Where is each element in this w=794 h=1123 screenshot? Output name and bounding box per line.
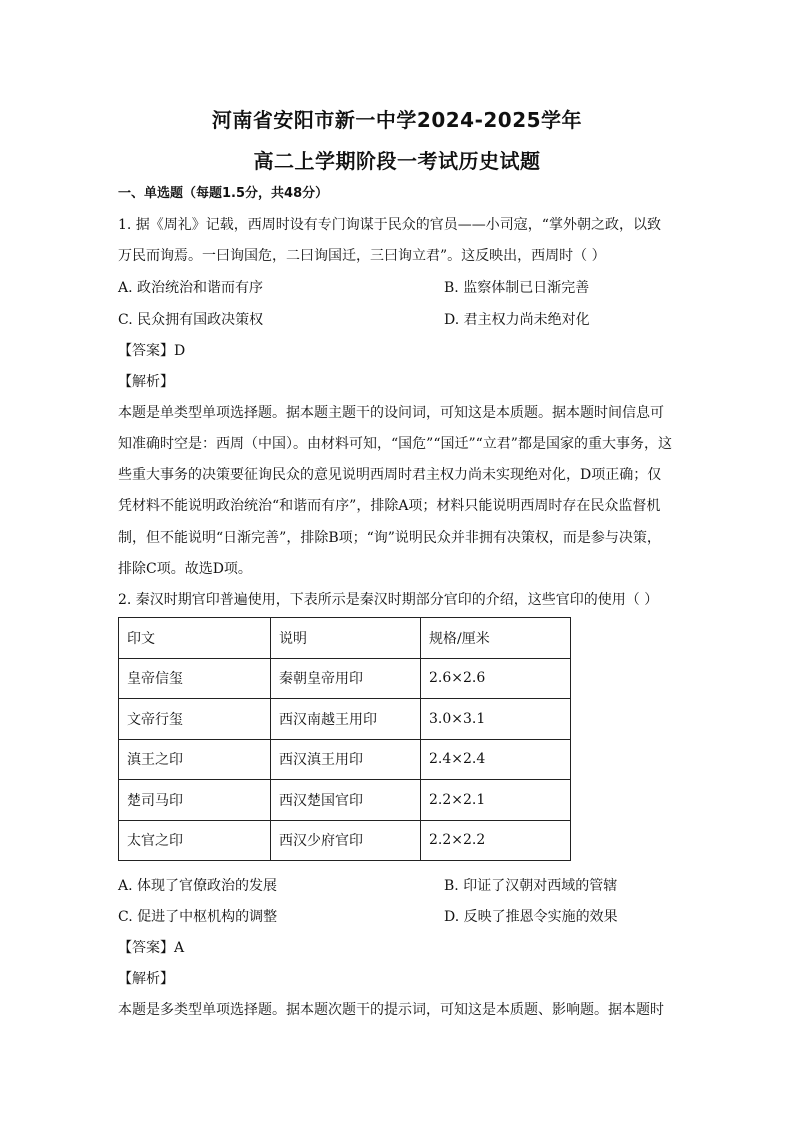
table-cell: 西汉少府官印: [271, 820, 421, 861]
q1-stem-line1: 1. 据《周礼》记载，西周时设有专门询谋于民众的官员——小司寇，“掌外朝之政，以致: [118, 217, 661, 233]
q1-answer: 【答案】D: [118, 343, 186, 359]
table-cell: 2.4×2.4: [421, 739, 571, 780]
q1-stem-line2: 万民而询焉。一曰询国危，二曰询国迁，三曰询立君”。这反映出，西周时（ ）: [118, 248, 606, 264]
q1-analysis-line: 些重大事务的决策要征询民众的意见说明西周时君主权力尚未实现绝对化，D项正确；仅: [118, 467, 662, 483]
seal-table: [118, 617, 571, 861]
table-cell: 2.6×2.6: [421, 658, 571, 699]
q2-answer: 【答案】A: [118, 940, 185, 956]
table-header-cell: 说明: [271, 618, 421, 659]
table-row: [119, 739, 571, 780]
table-header-cell: 印文: [119, 618, 271, 659]
table-cell: 秦朝皇帝用印: [271, 658, 421, 699]
q2-analysis-line: 本题是多类型单项选择题。据本题次题干的提示词，可知这是本质题、影响题。据本题时: [118, 1002, 664, 1018]
table-cell: 皇帝信玺: [119, 658, 271, 699]
table-header-row: [119, 618, 571, 659]
q2-option-c: C. 促进了中枢机构的调整: [118, 909, 278, 925]
q2-option-b: B. 印证了汉朝对西域的管辖: [444, 878, 618, 894]
q1-option-a: A. 政治统治和谐而有序: [118, 280, 264, 296]
q1-analysis-line: 知准确时空是：西周（中国）。由材料可知，“国危”“国迁”“立君”都是国家的重大事务，这: [118, 436, 672, 452]
table-cell: 西汉楚国官印: [271, 780, 421, 821]
q1-option-c: C. 民众拥有国政决策权: [118, 312, 264, 328]
q1-analysis-line: 排除C项。故选D项。: [118, 561, 252, 577]
table-cell: 2.2×2.1: [421, 780, 571, 821]
q1-option-b: B. 监察体制已日渐完善: [444, 280, 590, 296]
table-row: [119, 699, 571, 740]
q1-analysis-label: 【解析】: [118, 374, 174, 390]
q2-option-d: D. 反映了推恩令实施的效果: [444, 909, 618, 925]
table-cell: 滇王之印: [119, 739, 271, 780]
section-heading: 一、单选题（每题1.5分，共48分）: [118, 186, 329, 201]
q2-analysis-label: 【解析】: [118, 971, 174, 987]
table-cell: 2.2×2.2: [421, 820, 571, 861]
table-cell: 太官之印: [119, 820, 271, 861]
q2-stem: 2. 秦汉时期官印普遍使用，下表所示是秦汉时期部分官印的介绍，这些官印的使用（ ）: [118, 592, 659, 608]
q1-analysis-line: 本题是单类型单项选择题。据本题主题干的设问词，可知这是本质题。据本题时间信息可: [118, 405, 664, 421]
exam-title-line2: 高二上学期阶段一考试历史试题: [253, 149, 541, 173]
q2-option-a: A. 体现了官僚政治的发展: [118, 878, 278, 894]
q1-option-d: D. 君主权力尚未绝对化: [444, 312, 590, 328]
table-cell: 西汉南越王用印: [271, 699, 421, 740]
table-cell: 西汉滇王用印: [271, 739, 421, 780]
table-cell: 文帝行玺: [119, 699, 271, 740]
table-row: [119, 780, 571, 821]
table-row: [119, 820, 571, 861]
table-cell: 3.0×3.1: [421, 699, 571, 740]
table-header-cell: 规格/厘米: [421, 618, 571, 659]
table-row: [119, 658, 571, 699]
q1-analysis-line: 凭材料不能说明政治统治“和谐而有序”，排除A项；材料只能说明西周时存在民众监督机: [118, 498, 661, 514]
table-cell: 楚司马印: [119, 780, 271, 821]
exam-title-line1: 河南省安阳市新一中学2024-2025学年: [211, 108, 583, 132]
q1-analysis-line: 制，但不能说明“日渐完善”，排除B项；“询”说明民众并非拥有决策权，而是参与决策，: [118, 530, 661, 546]
